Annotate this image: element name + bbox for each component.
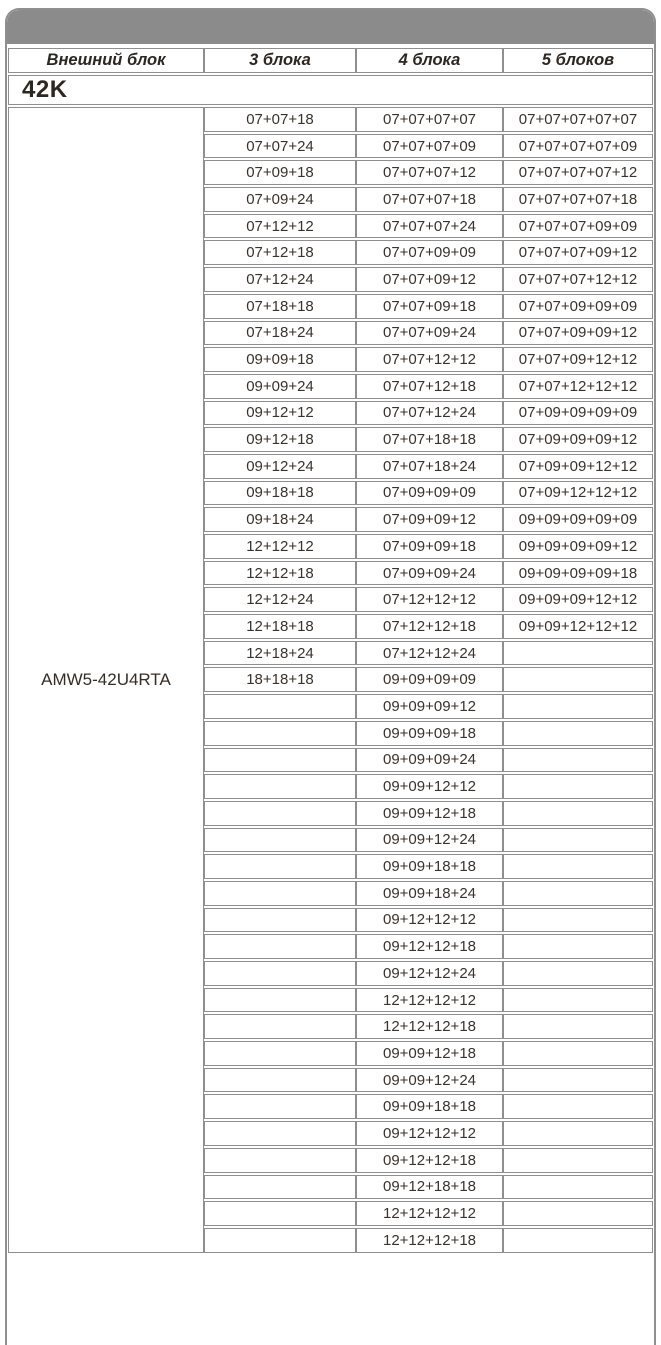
- combination-cell-4-units: 07+07+07+18: [356, 187, 503, 212]
- combination-cell-3-units: 07+12+18: [204, 240, 356, 265]
- combination-cell-5-units: [503, 1228, 653, 1253]
- combination-cell-4-units: 07+07+09+24: [356, 321, 503, 346]
- combinations-head: [8, 48, 653, 105]
- combination-cell-3-units: 07+18+18: [204, 294, 356, 319]
- combination-cell-3-units: 09+12+24: [204, 454, 356, 479]
- combination-cell-5-units: [503, 1175, 653, 1200]
- combination-cell-4-units: 07+07+12+24: [356, 401, 503, 426]
- combination-cell-3-units: 07+07+18: [204, 107, 356, 132]
- combination-cell-5-units: [503, 934, 653, 959]
- combination-cell-3-units: 07+07+24: [204, 134, 356, 159]
- combination-cell-3-units: [204, 801, 356, 826]
- combination-cell-5-units: 07+07+07+07+09: [503, 134, 653, 159]
- combination-cell-3-units: [204, 774, 356, 799]
- combination-cell-3-units: 07+12+24: [204, 267, 356, 292]
- combination-cell-5-units: 09+09+09+12+12: [503, 587, 653, 612]
- combination-cell-5-units: [503, 1201, 653, 1226]
- combination-cell-3-units: [204, 854, 356, 879]
- combinations-body: [8, 107, 653, 1253]
- combination-cell-5-units: 09+09+12+12+12: [503, 614, 653, 639]
- combination-cell-4-units: 09+12+18+18: [356, 1175, 503, 1200]
- combination-cell-4-units: 09+09+18+24: [356, 881, 503, 906]
- combination-cell-4-units: 07+12+12+12: [356, 587, 503, 612]
- combination-cell-4-units: 07+07+07+07: [356, 107, 503, 132]
- combination-cell-5-units: 07+09+09+09+12: [503, 427, 653, 452]
- combination-cell-5-units: [503, 854, 653, 879]
- combination-cell-3-units: 12+18+24: [204, 641, 356, 666]
- combination-cell-4-units: 09+09+12+18: [356, 801, 503, 826]
- outdoor-unit-model: AMW5-42U4RTA: [8, 107, 204, 1253]
- combination-cell-4-units: 12+12+12+12: [356, 1201, 503, 1226]
- header-outdoor-unit: Внешний блок: [8, 48, 204, 73]
- combination-cell-4-units: 09+09+18+18: [356, 854, 503, 879]
- combination-cell-4-units: 07+12+12+24: [356, 641, 503, 666]
- combination-cell-3-units: [204, 1121, 356, 1146]
- combination-cell-5-units: [503, 721, 653, 746]
- combination-cell-4-units: 09+12+12+12: [356, 1121, 503, 1146]
- combination-cell-3-units: 09+09+18: [204, 347, 356, 372]
- section-row: [8, 75, 653, 105]
- combination-cell-4-units: 07+07+18+18: [356, 427, 503, 452]
- combination-cell-3-units: [204, 1201, 356, 1226]
- combination-cell-5-units: [503, 1121, 653, 1146]
- combination-cell-3-units: 09+18+24: [204, 507, 356, 532]
- combination-cell-5-units: 07+07+09+12+12: [503, 347, 653, 372]
- combination-cell-3-units: [204, 1014, 356, 1039]
- combination-cell-3-units: 07+12+12: [204, 214, 356, 239]
- combination-cell-3-units: 09+18+18: [204, 481, 356, 506]
- combination-cell-3-units: [204, 934, 356, 959]
- combination-cell-4-units: 09+09+09+18: [356, 721, 503, 746]
- combination-cell-3-units: 09+12+12: [204, 401, 356, 426]
- combination-cell-3-units: 09+09+24: [204, 374, 356, 399]
- combination-cell-4-units: 09+09+12+24: [356, 1068, 503, 1093]
- combination-cell-3-units: [204, 908, 356, 933]
- combination-cell-5-units: 09+09+09+09+18: [503, 561, 653, 586]
- combination-cell-3-units: 07+09+24: [204, 187, 356, 212]
- combination-cell-4-units: 07+07+07+12: [356, 160, 503, 185]
- combination-cell-4-units: 09+12+12+24: [356, 961, 503, 986]
- combination-cell-3-units: [204, 828, 356, 853]
- combination-cell-3-units: [204, 1148, 356, 1173]
- combination-cell-5-units: [503, 881, 653, 906]
- combination-cell-4-units: 07+07+12+18: [356, 374, 503, 399]
- combination-cell-5-units: 07+09+12+12+12: [503, 481, 653, 506]
- combination-cell-3-units: 09+12+18: [204, 427, 356, 452]
- combination-cell-5-units: [503, 1068, 653, 1093]
- combination-cell-3-units: [204, 988, 356, 1013]
- combination-cell-4-units: 09+09+18+18: [356, 1094, 503, 1119]
- combination-cell-5-units: 07+07+07+07+12: [503, 160, 653, 185]
- combination-cell-5-units: [503, 1148, 653, 1173]
- combination-cell-3-units: 07+18+24: [204, 321, 356, 346]
- combination-cell-5-units: [503, 641, 653, 666]
- combination-cell-4-units: 09+09+12+24: [356, 828, 503, 853]
- combination-cell-3-units: 12+12+18: [204, 561, 356, 586]
- combination-cell-5-units: [503, 667, 653, 692]
- combination-cell-4-units: 07+09+09+12: [356, 507, 503, 532]
- combination-cell-4-units: 07+07+18+24: [356, 454, 503, 479]
- combination-cell-5-units: [503, 748, 653, 773]
- combination-cell-5-units: 07+07+07+12+12: [503, 267, 653, 292]
- combination-cell-4-units: 09+09+09+09: [356, 667, 503, 692]
- combination-cell-3-units: 18+18+18: [204, 667, 356, 692]
- combination-cell-4-units: 09+09+09+24: [356, 748, 503, 773]
- combination-cell-3-units: [204, 1041, 356, 1066]
- combination-cell-3-units: [204, 748, 356, 773]
- combination-cell-5-units: 09+09+09+09+12: [503, 534, 653, 559]
- combination-cell-4-units: 07+09+09+18: [356, 534, 503, 559]
- combination-cell-5-units: [503, 801, 653, 826]
- combination-cell-4-units: 07+07+07+24: [356, 214, 503, 239]
- combination-cell-4-units: 07+09+09+24: [356, 561, 503, 586]
- combination-cell-4-units: 09+12+12+18: [356, 934, 503, 959]
- header-4-units: 4 блока: [356, 48, 503, 73]
- combination-cell-4-units: 12+12+12+12: [356, 988, 503, 1013]
- combination-cell-3-units: [204, 721, 356, 746]
- combination-cell-3-units: 07+09+18: [204, 160, 356, 185]
- combination-cell-3-units: [204, 961, 356, 986]
- combination-cell-5-units: 07+07+12+12+12: [503, 374, 653, 399]
- combination-cell-5-units: [503, 908, 653, 933]
- combination-cell-3-units: [204, 694, 356, 719]
- combination-cell-3-units: 12+18+18: [204, 614, 356, 639]
- combination-cell-4-units: 07+07+07+09: [356, 134, 503, 159]
- combination-cell-5-units: [503, 1014, 653, 1039]
- combination-cell-5-units: [503, 694, 653, 719]
- combination-cell-4-units: 09+09+12+12: [356, 774, 503, 799]
- combination-cell-4-units: 07+07+12+12: [356, 347, 503, 372]
- combination-cell-3-units: [204, 1228, 356, 1253]
- combinations-table: [8, 46, 653, 1255]
- header-5-units: 5 блоков: [503, 48, 653, 73]
- section-header-band: [7, 10, 654, 44]
- combination-cell-5-units: 07+07+07+09+09: [503, 214, 653, 239]
- combination-cell-5-units: [503, 774, 653, 799]
- combination-cell-3-units: 12+12+24: [204, 587, 356, 612]
- combination-cell-5-units: 09+09+09+09+09: [503, 507, 653, 532]
- combination-cell-4-units: 07+12+12+18: [356, 614, 503, 639]
- combination-cell-4-units: 07+09+09+09: [356, 481, 503, 506]
- combination-cell-4-units: 12+12+12+18: [356, 1228, 503, 1253]
- combination-cell-5-units: 07+09+09+09+09: [503, 401, 653, 426]
- combination-cell-4-units: 09+09+12+18: [356, 1041, 503, 1066]
- combination-cell-5-units: [503, 988, 653, 1013]
- combination-cell-3-units: 12+12+12: [204, 534, 356, 559]
- section-label: 42K: [8, 75, 653, 105]
- header-row: [8, 48, 653, 73]
- combination-cell-4-units: 09+12+12+12: [356, 908, 503, 933]
- combination-cell-5-units: 07+07+07+07+18: [503, 187, 653, 212]
- combination-cell-5-units: [503, 1041, 653, 1066]
- combination-cell-4-units: 09+09+09+12: [356, 694, 503, 719]
- combination-cell-3-units: [204, 1175, 356, 1200]
- combination-cell-5-units: [503, 828, 653, 853]
- combination-cell-5-units: 07+09+09+12+12: [503, 454, 653, 479]
- combination-cell-5-units: 07+07+07+07+07: [503, 107, 653, 132]
- combination-cell-5-units: [503, 1094, 653, 1119]
- combination-cell-4-units: 12+12+12+18: [356, 1014, 503, 1039]
- catalog-page: [5, 8, 656, 1345]
- combination-cell-3-units: [204, 1068, 356, 1093]
- combination-cell-4-units: 07+07+09+09: [356, 240, 503, 265]
- combination-cell-5-units: [503, 961, 653, 986]
- combination-cell-3-units: [204, 881, 356, 906]
- header-3-units: 3 блока: [204, 48, 356, 73]
- table-row: [8, 107, 653, 132]
- combination-cell-5-units: 07+07+09+09+09: [503, 294, 653, 319]
- combination-cell-4-units: 09+12+12+18: [356, 1148, 503, 1173]
- combination-cell-5-units: 07+07+07+09+12: [503, 240, 653, 265]
- combination-cell-3-units: [204, 1094, 356, 1119]
- combination-cell-4-units: 07+07+09+12: [356, 267, 503, 292]
- combination-cell-5-units: 07+07+09+09+12: [503, 321, 653, 346]
- combination-cell-4-units: 07+07+09+18: [356, 294, 503, 319]
